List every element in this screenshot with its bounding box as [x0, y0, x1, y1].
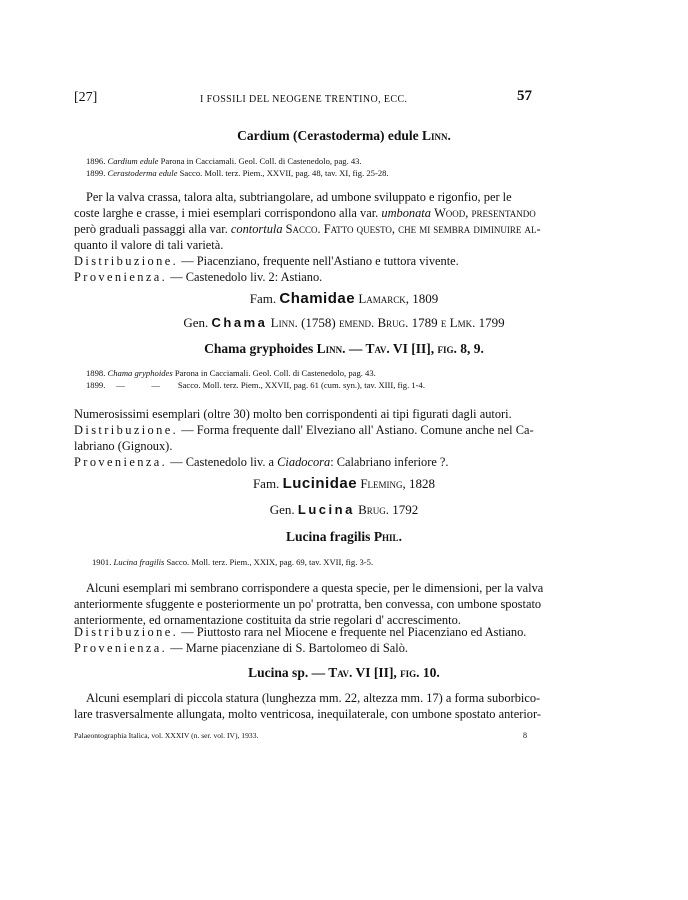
species-name: Cardium (Cerastoderma) edule: [237, 128, 419, 143]
species-author: Phil.: [373, 529, 402, 544]
provenance-line: Provenienza. — Marne piacenziane di S. Bartolomeo di Salò.: [74, 641, 409, 655]
species-name: Lucina sp.: [248, 665, 309, 680]
genus-heading-chama: Gen. Chama Linn. (1758) emend. Brug. 1789 e Lmk. 1799: [183, 315, 505, 330]
species-author: — Tav. VI [II], fig. 10.: [311, 665, 440, 680]
body-line: però graduali passaggi alla var. contortula Sacco. Fatto questo, che mi sembra diminuire al-: [74, 222, 541, 236]
header-page-number: 57: [517, 88, 532, 104]
distribution-line: Distribuzione. — Piacenziano, frequente nell'Astiano e tuttora vivente.: [74, 254, 459, 268]
synonymy-ref: 1896. Cardium edule Parona in Cacciamali. Geol. Coll. di Castenedolo, pag. 43.: [86, 156, 362, 166]
body-line: anteriormente sfuggente e posteriormente un po' protratta, ben convessa, con umbone spostato: [74, 597, 542, 611]
synonymy-ref: 1898. Chama gryphoides Parona in Cacciamali. Geol. Coll. di Castenedolo, pag. 43.: [86, 368, 376, 378]
species-title-cardium: [0, 128, 688, 144]
synonymy-ref: 1899. Cerastoderma edule Sacco. Moll. terz. Piem., XXVII, pag. 48, tav. XI, fig. 25-28.: [86, 168, 389, 178]
synonymy-ref: 1901. Lucina fragilis Sacco. Moll. terz. Piem., XXIX, pag. 69, tav. XVII, fig. 3-5.: [92, 557, 374, 567]
body-line: lare trasversalmente allungata, molto ventricosa, inequilaterale, con umbone spostato anterior-: [74, 707, 541, 721]
species-name: Chama gryphoides: [204, 341, 314, 356]
body-line: labriano (Gignoux).: [74, 439, 173, 453]
distribution-line: Distribuzione. — Piuttosto rara nel Miocene e frequente nel Piacenziano ed Astiano.: [74, 625, 527, 639]
body-line: Per la valva crassa, talora alta, subtriangolare, ad umbone sviluppato e rigonfio, per le: [86, 190, 512, 204]
species-title-chama: [0, 341, 688, 357]
species-author: Linn.: [421, 128, 451, 143]
body-line: Alcuni esemplari mi sembrano corrispondere a questa specie, per le dimensioni, per la valva: [86, 581, 544, 595]
species-author: Linn. — Tav. VI [II], fig. 8, 9.: [316, 341, 484, 356]
body-line: Numerosissimi esemplari (oltre 30) molto ben corrispondenti ai tipi figurati dagli autori.: [74, 407, 512, 421]
body-line: coste larghe e crasse, i miei esemplari corrispondono alla var. umbonata Wood, presentando: [74, 206, 536, 220]
synonymy-ref: 1899. — — Sacco. Moll. terz. Piem., XXVII, pag. 61 (cum. syn.), tav. XIII, fig. 1-4.: [86, 380, 425, 390]
footer-signature-mark: 8: [523, 731, 527, 740]
body-line: anteriormente, ed ornamentazione costituita da strie regolari d' accrescimento.: [74, 613, 461, 627]
footer-citation: Palaeontographia Italica, vol. XXXIV (n. ser. vol. IV), 1933.: [74, 731, 259, 740]
header-running-title: I FOSSILI DEL NEOGENE TRENTINO, ECC.: [200, 94, 408, 105]
genus-heading-lucina: Gen. Lucina Brug. 1792: [269, 502, 419, 517]
provenance-line: Provenienza. — Castenedolo liv. a Ciadocora: Calabriano inferiore ?.: [74, 455, 449, 469]
family-heading-chamidae: Fam. Chamidae Lamarck, 1809: [249, 290, 439, 307]
species-name: Lucina fragilis: [286, 529, 371, 544]
species-title-lucina-fragilis: [0, 529, 688, 545]
distribution-line: Distribuzione. — Forma frequente dall' Elveziano all' Astiano. Comune anche nel Ca-: [74, 423, 534, 437]
body-line: Alcuni esemplari di piccola statura (lunghezza mm. 22, altezza mm. 17) a forma suborbico-: [86, 691, 541, 705]
body-line: quanto il valore di tali varietà.: [74, 238, 224, 252]
species-title-lucina-sp: [0, 665, 688, 681]
family-heading-lucinidae: Fam. Lucinidae Fleming, 1828: [252, 475, 436, 492]
provenance-line: Provenienza. — Castenedolo liv. 2: Astiano.: [74, 270, 323, 284]
header-section-number: [27]: [74, 90, 98, 105]
